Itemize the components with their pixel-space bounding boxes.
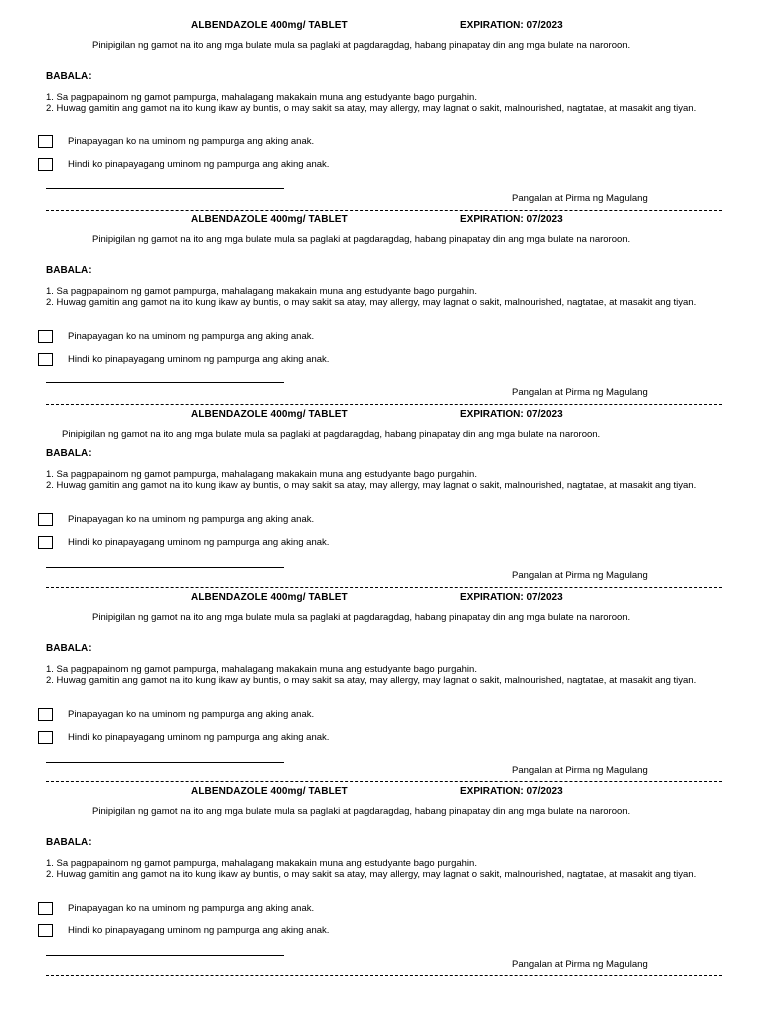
signature-label: Pangalan at Pirma ng Magulang [512,570,648,581]
signature-label: Pangalan at Pirma ng Magulang [512,387,648,398]
consent-allow-option[interactable] [38,900,314,916]
allow-checkbox[interactable] [38,135,53,148]
warning-heading: BABALA: [46,448,92,459]
consent-slip [0,0,768,204]
warning-item: 2. Huwag gamitin ang gamot na ito kung ikaw ay buntis, o may sakit sa atay, may allergy, may lagnat o sakit, malnourished, nagtatae, at masakit ang tiyan. [46,480,697,491]
expiration-date: EXPIRATION: 07/2023 [460,409,563,420]
consent-slip [0,194,768,398]
deny-checkbox[interactable] [38,731,53,744]
warning-item: 1. Sa pagpapainom ng gamot pampurga, mahalagang makakain muna ang estudyante bago purgahin. [46,92,477,103]
warning-list [46,664,726,686]
consent-deny-option[interactable] [38,534,329,550]
consent-allow-option[interactable] [38,511,314,527]
medicine-title: ALBENDAZOLE 400mg/ TABLET [191,214,348,225]
deny-label: Hindi ko pinapayagang uminom ng pampurga ang aking anak. [68,731,330,743]
deny-label: Hindi ko pinapayagang uminom ng pampurga ang aking anak. [68,158,330,170]
warning-heading: BABALA: [46,71,92,82]
warning-item: 2. Huwag gamitin ang gamot na ito kung ikaw ay buntis, o may sakit sa atay, may allergy, may lagnat o sakit, malnourished, nagtatae, at masakit ang tiyan. [46,297,697,308]
allow-checkbox[interactable] [38,330,53,343]
allow-checkbox[interactable] [38,902,53,915]
medicine-title: ALBENDAZOLE 400mg/ TABLET [191,786,348,797]
signature-line[interactable] [46,762,284,763]
allow-label: Pinapayagan ko na uminom ng pampurga ang aking anak. [68,135,315,147]
intro-text: Pinipigilan ng gamot na ito ang mga bulate mula sa paglaki at pagdaragdag, habang pinapatay din ang mga bulate na naroroon. [92,40,631,51]
consent-deny-option[interactable] [38,156,329,172]
deny-checkbox[interactable] [38,158,53,171]
warning-heading: BABALA: [46,643,92,654]
signature-label: Pangalan at Pirma ng Magulang [512,193,648,204]
consent-allow-option[interactable] [38,328,314,344]
expiration-date: EXPIRATION: 07/2023 [460,20,563,31]
deny-checkbox[interactable] [38,353,53,366]
consent-slip [0,766,768,970]
allow-label: Pinapayagan ko na uminom ng pampurga ang aking anak. [68,330,315,342]
deny-label: Hindi ko pinapayagang uminom ng pampurga ang aking anak. [68,353,330,365]
expiration-date: EXPIRATION: 07/2023 [460,214,563,225]
warning-item: 2. Huwag gamitin ang gamot na ito kung ikaw ay buntis, o may sakit sa atay, may allergy, may lagnat o sakit, malnourished, nagtatae, at masakit ang tiyan. [46,675,697,686]
allow-checkbox[interactable] [38,708,53,721]
warning-item: 1. Sa pagpapainom ng gamot pampurga, mahalagang makakain muna ang estudyante bago purgahin. [46,469,477,480]
consent-deny-option[interactable] [38,351,329,367]
signature-line[interactable] [46,567,284,568]
intro-text: Pinipigilan ng gamot na ito ang mga bulate mula sa paglaki at pagdaragdag, habang pinapatay din ang mga bulate na naroroon. [62,429,601,440]
medicine-title: ALBENDAZOLE 400mg/ TABLET [191,592,348,603]
expiration-date: EXPIRATION: 07/2023 [460,592,563,603]
warning-item: 2. Huwag gamitin ang gamot na ito kung ikaw ay buntis, o may sakit sa atay, may allergy, may lagnat o sakit, malnourished, nagtatae, at masakit ang tiyan. [46,103,697,114]
consent-allow-option[interactable] [38,706,314,722]
intro-text: Pinipigilan ng gamot na ito ang mga bulate mula sa paglaki at pagdaragdag, habang pinapatay din ang mga bulate na naroroon. [92,234,631,245]
warning-heading: BABALA: [46,265,92,276]
consent-allow-option[interactable] [38,133,314,149]
consent-slip [0,389,768,583]
deny-label: Hindi ko pinapayagang uminom ng pampurga ang aking anak. [68,924,330,936]
warning-list [46,286,726,308]
warning-list [46,92,726,114]
warning-list [46,858,726,880]
consent-deny-option[interactable] [38,729,329,745]
signature-line[interactable] [46,955,284,956]
allow-label: Pinapayagan ko na uminom ng pampurga ang aking anak. [68,902,315,914]
cut-line [46,975,722,976]
signature-line[interactable] [46,382,284,383]
deny-label: Hindi ko pinapayagang uminom ng pampurga ang aking anak. [68,536,330,548]
allow-label: Pinapayagan ko na uminom ng pampurga ang aking anak. [68,513,315,525]
medicine-title: ALBENDAZOLE 400mg/ TABLET [191,20,348,31]
warning-item: 1. Sa pagpapainom ng gamot pampurga, mahalagang makakain muna ang estudyante bago purgahin. [46,286,477,297]
warning-item: 1. Sa pagpapainom ng gamot pampurga, mahalagang makakain muna ang estudyante bago purgahin. [46,664,477,675]
signature-label: Pangalan at Pirma ng Magulang [512,959,648,970]
expiration-date: EXPIRATION: 07/2023 [460,786,563,797]
warning-item: 2. Huwag gamitin ang gamot na ito kung ikaw ay buntis, o may sakit sa atay, may allergy, may lagnat o sakit, malnourished, nagtatae, at masakit ang tiyan. [46,869,697,880]
deny-checkbox[interactable] [38,536,53,549]
deny-checkbox[interactable] [38,924,53,937]
warning-item: 1. Sa pagpapainom ng gamot pampurga, mahalagang makakain muna ang estudyante bago purgahin. [46,858,477,869]
intro-text: Pinipigilan ng gamot na ito ang mga bulate mula sa paglaki at pagdaragdag, habang pinapatay din ang mga bulate na naroroon. [92,806,631,817]
consent-deny-option[interactable] [38,922,329,938]
intro-text: Pinipigilan ng gamot na ito ang mga bulate mula sa paglaki at pagdaragdag, habang pinapatay din ang mga bulate na naroroon. [92,612,631,623]
allow-checkbox[interactable] [38,513,53,526]
warning-list [46,469,726,491]
signature-line[interactable] [46,188,284,189]
warning-heading: BABALA: [46,837,92,848]
medicine-title: ALBENDAZOLE 400mg/ TABLET [191,409,348,420]
consent-slip [0,572,768,776]
signature-label: Pangalan at Pirma ng Magulang [512,765,648,776]
allow-label: Pinapayagan ko na uminom ng pampurga ang aking anak. [68,708,315,720]
